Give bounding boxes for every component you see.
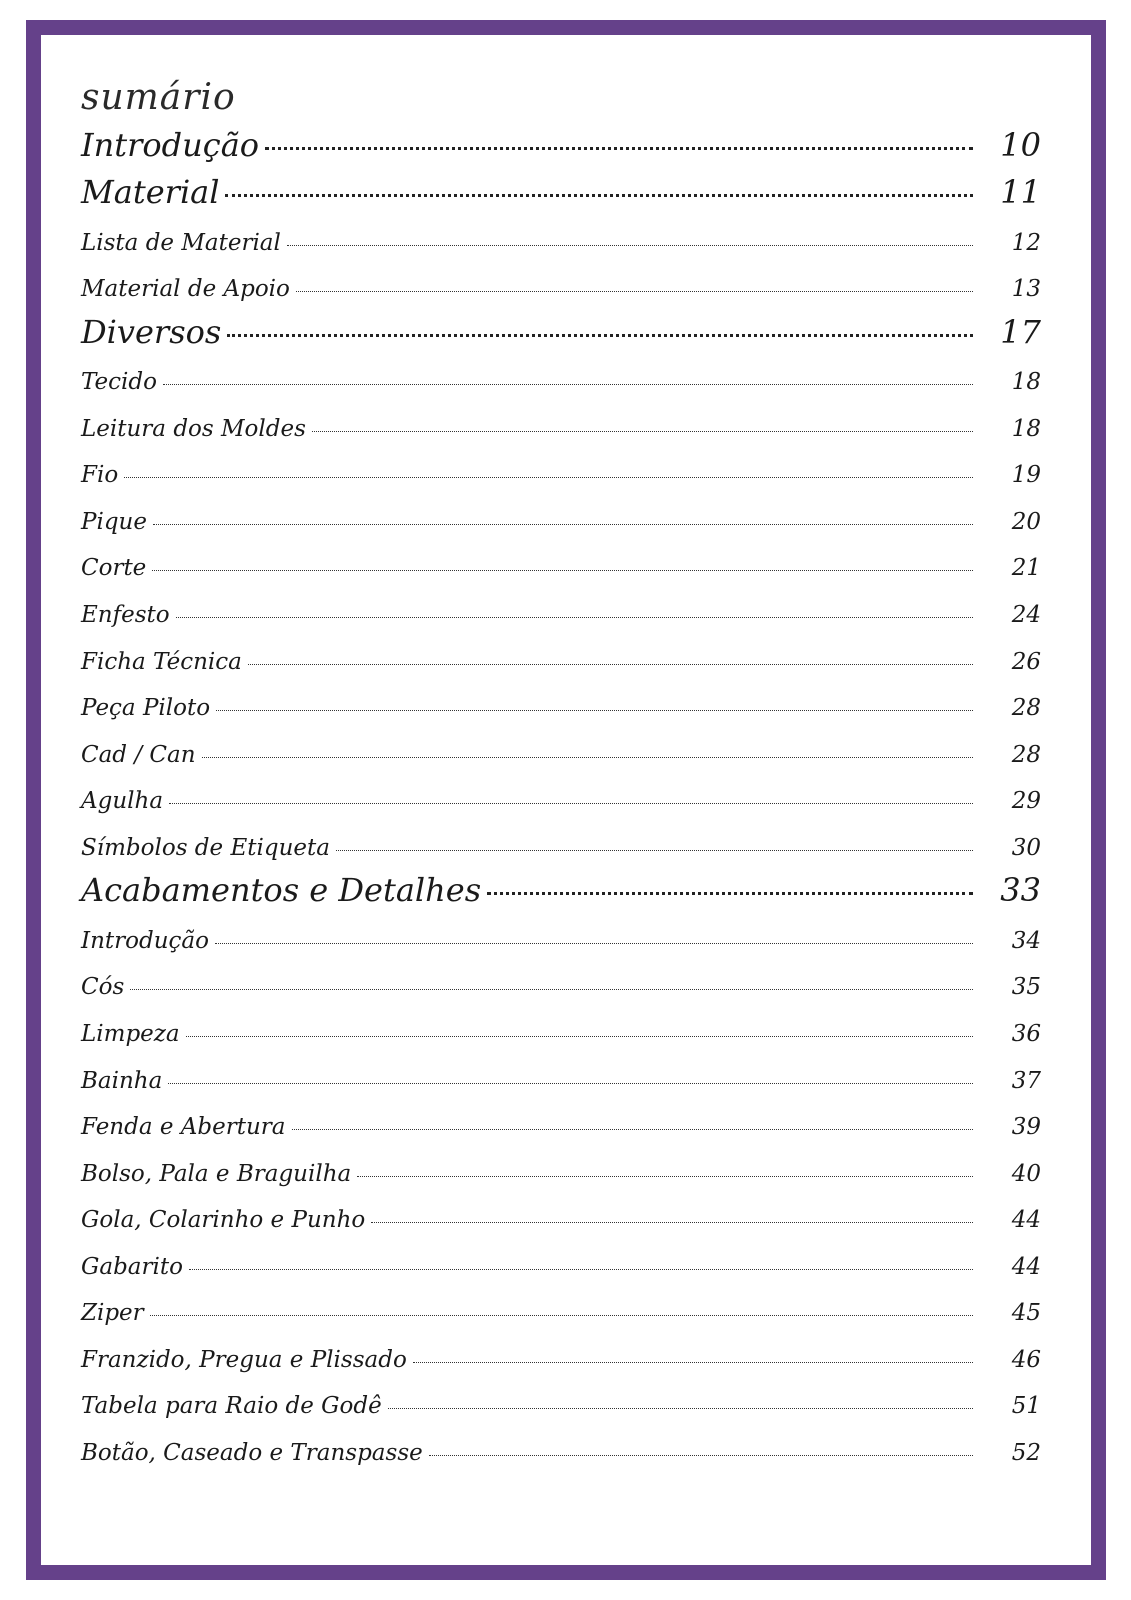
dot-leader — [153, 523, 973, 525]
toc-entry[interactable] — [81, 1161, 1041, 1187]
dot-leader — [130, 988, 973, 990]
toc-entry[interactable] — [81, 173, 1041, 211]
toc-entry[interactable] — [81, 742, 1041, 768]
toc-entry[interactable] — [81, 835, 1041, 861]
dot-leader — [176, 616, 973, 618]
toc-entry[interactable] — [81, 369, 1041, 395]
toc-entry[interactable] — [81, 230, 1041, 256]
toc-entry-label: Leitura dos Moldes — [81, 415, 306, 442]
dot-leader — [336, 849, 973, 851]
toc-entry-label: Bolso, Pala e Braguilha — [81, 1160, 352, 1187]
toc-entry-page: 35 — [1011, 973, 1041, 1000]
toc-entry-page: 30 — [1011, 834, 1041, 861]
toc-entry-page: 34 — [1011, 927, 1041, 954]
toc-entry-label: Material — [81, 173, 220, 212]
toc-entry-page: 52 — [1011, 1439, 1041, 1466]
toc-entry-label: Ficha Técnica — [81, 648, 242, 675]
toc-entry[interactable] — [81, 126, 1041, 164]
dot-leader — [296, 290, 973, 292]
toc-entry[interactable] — [81, 1114, 1041, 1140]
toc-entry[interactable] — [81, 928, 1041, 954]
dot-leader — [248, 663, 973, 665]
dot-leader — [429, 1454, 973, 1456]
dot-leader — [287, 244, 973, 246]
toc-entry[interactable] — [81, 276, 1041, 302]
toc-entry-page: 20 — [1011, 508, 1041, 535]
page-title: sumário — [81, 77, 236, 118]
toc-entry-label: Introdução — [81, 927, 209, 954]
toc-entry-page: 12 — [1011, 229, 1041, 256]
toc-entry-label: Tabela para Raio de Godê — [81, 1392, 382, 1419]
toc-entry[interactable] — [81, 602, 1041, 628]
dot-leader — [388, 1407, 973, 1409]
toc-entry-page: 13 — [1011, 275, 1041, 302]
toc-entry[interactable] — [81, 649, 1041, 675]
toc-entry-page: 19 — [1011, 461, 1041, 488]
dot-leader — [292, 1128, 974, 1130]
dot-leader — [371, 1221, 973, 1223]
toc-entry-label: Franzido, Pregua e Plissado — [81, 1346, 407, 1373]
toc-entry[interactable] — [81, 1207, 1041, 1233]
toc-entry-label: Peça Piloto — [81, 694, 211, 721]
toc-entry-page: 44 — [1011, 1253, 1041, 1280]
toc-entry[interactable] — [81, 555, 1041, 581]
toc-entry-page: 21 — [1011, 554, 1041, 581]
toc-entry-label: Ziper — [81, 1299, 144, 1326]
toc-entry-page: 37 — [1011, 1067, 1041, 1094]
dot-leader — [202, 756, 973, 758]
toc-entry-label: Introdução — [81, 126, 260, 165]
dot-leader — [357, 1175, 973, 1177]
toc-entry[interactable] — [81, 871, 1041, 909]
toc-entry-page: 36 — [1011, 1020, 1041, 1047]
toc-entry-label: Tecido — [81, 368, 157, 395]
toc-entry-page: 17 — [1000, 313, 1041, 352]
toc-entry-label: Pique — [81, 508, 147, 535]
toc-entry[interactable] — [81, 1440, 1041, 1466]
dot-leader — [169, 802, 973, 804]
toc-entry-page: 51 — [1011, 1392, 1041, 1419]
toc-entry-label: Limpeza — [81, 1020, 180, 1047]
toc-entry[interactable] — [81, 1021, 1041, 1047]
toc-entry-label: Diversos — [81, 313, 222, 352]
toc-entry-page: 46 — [1011, 1346, 1041, 1373]
toc-entry-label: Enfesto — [81, 601, 170, 628]
dot-leader — [216, 709, 973, 711]
toc-entry-page: 18 — [1011, 415, 1041, 442]
page-frame — [26, 20, 1106, 1580]
toc-entry[interactable] — [81, 974, 1041, 1000]
toc-entry[interactable] — [81, 1347, 1041, 1373]
toc-entry-label: Material de Apoio — [81, 275, 290, 302]
dot-leader — [124, 476, 973, 478]
toc-entry-page: 11 — [1000, 173, 1041, 212]
dot-leader — [150, 1314, 973, 1316]
toc-entry-label: Bainha — [81, 1067, 163, 1094]
toc-entry-page: 44 — [1011, 1206, 1041, 1233]
dot-leader — [186, 1035, 973, 1037]
toc-entry[interactable] — [81, 1254, 1041, 1280]
toc-entry-label: Agulha — [81, 787, 164, 814]
dot-leader — [312, 430, 973, 432]
toc-entry[interactable] — [81, 462, 1041, 488]
dot-leader — [487, 891, 973, 895]
toc-entry-label: Botão, Caseado e Transpasse — [81, 1439, 423, 1466]
dot-leader — [152, 569, 973, 571]
toc-entry-page: 40 — [1011, 1160, 1041, 1187]
toc-entry[interactable] — [81, 509, 1041, 535]
toc-entry-page: 45 — [1011, 1299, 1041, 1326]
toc-entry-label: Fenda e Abertura — [81, 1113, 286, 1140]
toc-entry[interactable] — [81, 1300, 1041, 1326]
toc-entry-page: 29 — [1011, 787, 1041, 814]
toc-entry-label: Cad / Can — [81, 741, 196, 768]
toc-entry-page: 28 — [1011, 694, 1041, 721]
toc-entry-label: Gola, Colarinho e Punho — [81, 1206, 366, 1233]
dot-leader — [227, 333, 973, 337]
toc-entry[interactable] — [81, 695, 1041, 721]
toc-entry-label: Acabamentos e Detalhes — [81, 871, 482, 910]
toc-entry-page: 28 — [1011, 741, 1041, 768]
dot-leader — [265, 146, 973, 150]
toc-entry-label: Cós — [81, 973, 125, 1000]
toc-entry[interactable] — [81, 416, 1041, 442]
dot-leader — [163, 383, 973, 385]
dot-leader — [189, 1268, 973, 1270]
dot-leader — [225, 193, 973, 197]
toc-entry-page: 10 — [1000, 126, 1041, 165]
toc-entry[interactable] — [81, 1393, 1041, 1419]
toc-entry-page: 18 — [1011, 368, 1041, 395]
toc-entry-label: Fio — [81, 461, 119, 488]
toc-entry[interactable] — [81, 1068, 1041, 1094]
toc-entry[interactable] — [81, 788, 1041, 814]
toc-entry-label: Símbolos de Etiqueta — [81, 834, 330, 861]
toc-entry-label: Corte — [81, 554, 147, 581]
dot-leader — [168, 1082, 973, 1084]
toc-entry-page: 24 — [1011, 601, 1041, 628]
toc-entry-page: 39 — [1011, 1113, 1041, 1140]
toc-entry[interactable] — [81, 313, 1041, 351]
toc-entry-label: Gabarito — [81, 1253, 183, 1280]
toc-entry-page: 33 — [1000, 871, 1041, 910]
dot-leader — [413, 1361, 973, 1363]
dot-leader — [215, 942, 973, 944]
toc-entry-label: Lista de Material — [81, 229, 281, 256]
toc-entry-page: 26 — [1011, 648, 1041, 675]
